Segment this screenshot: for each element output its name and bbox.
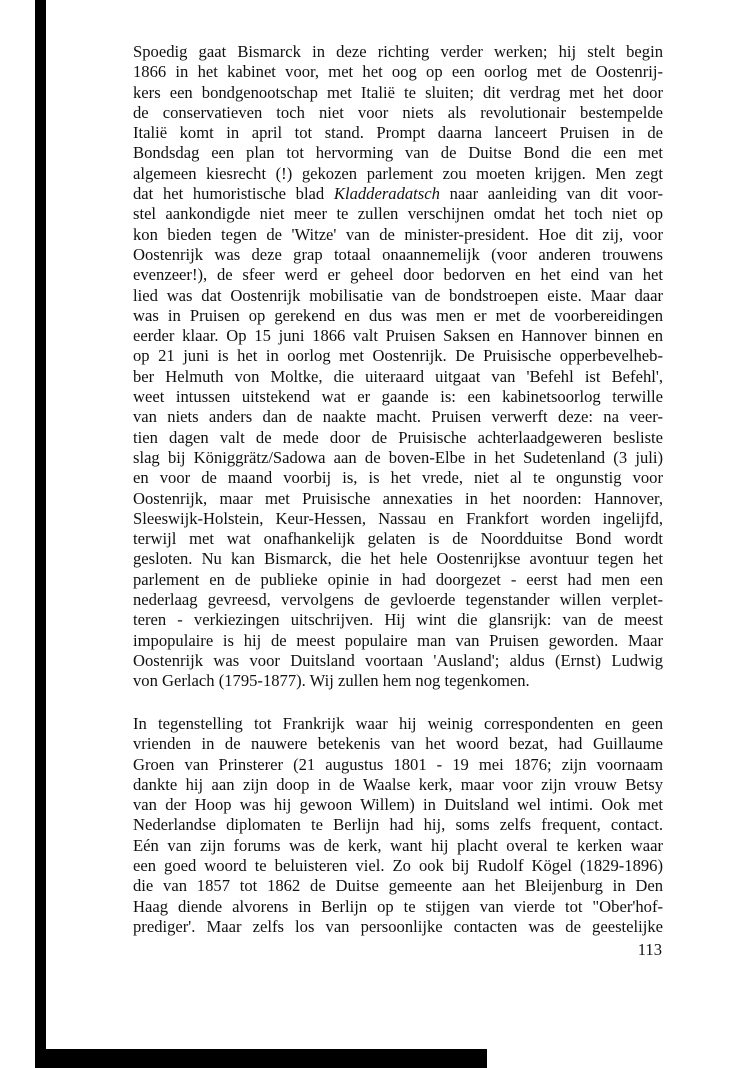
text-line: Spoedig gaat Bismarck in deze richting verder werken; hij stelt begin	[133, 42, 663, 61]
scan-border-bottom	[35, 1049, 487, 1068]
text-line: Nederlandse diplomaten te Berlijn had hij, soms zelfs frequent, contact.	[133, 815, 663, 835]
text-line: lied was dat Oostenrijk mobilisatie van de bondstroepen eiste. Maar daar	[133, 285, 663, 305]
page-number: 113	[637, 940, 662, 959]
text-line: weet intussen uitstekend wat er gaande is: een kabinetsoorlog terwille	[133, 387, 663, 407]
text-line: Bondsdag een plan tot hervorming van de Duitse Bond die een met	[133, 143, 663, 163]
paragraph-2	[133, 714, 663, 937]
text-line: eerder klaar. Op 15 juni 1866 valt Pruisen Saksen en Hannover binnen en	[133, 326, 663, 346]
text-line: op 21 juni is het in oorlog met Oostenrijk. De Pruisische opperbevelheb-	[133, 346, 663, 366]
magazine-title: Kladderadatsch	[333, 184, 440, 204]
scan-border-left	[35, 0, 46, 1068]
text-line: 1866 in het kabinet voor, met het oog op een oorlog met de Oostenrij-	[133, 62, 663, 82]
text-line: stel aankondigde niet meer te zullen verschijnen omdat het toch niet op	[133, 204, 663, 224]
text-line: vrienden in de nauwere betekenis van het woord bezat, had Guillaume	[133, 734, 663, 754]
text-line: die van 1857 tot 1862 de Duitse gemeente aan het Bleijenburg in Den	[133, 876, 663, 896]
text-line: was in Pruisen op gerekend en dus was men er met de voorbereidingen	[133, 305, 663, 325]
text-line: gesloten. Nu kan Bismarck, die het hele Oostenrijkse avontuur tegen het	[133, 549, 663, 569]
text-line: von Gerlach (1795-1877). Wij zullen hem nog tegenkomen.	[133, 671, 530, 691]
text-line: dat het humoristische blad Kladderadatsch naar aanleiding van dit voor-	[133, 184, 663, 204]
text-line: kon bieden tegen de 'Witze' van de minister-president. Hoe dit zij, voor	[133, 224, 663, 244]
text-line: Oostenrijk was voor Duitsland voortaan 'Ausland'; aldus (Ernst) Ludwig	[133, 650, 663, 670]
text-line: tien dagen valt de mede door de Pruisische achterlaadgeweren besliste	[133, 427, 663, 447]
text-line: Italië komt in april tot stand. Prompt daarna lanceert Pruisen in de	[133, 123, 663, 143]
text-line: dankte hij aan zijn doop in de Waalse kerk, maar voor zijn vrouw Betsy	[133, 774, 663, 794]
text-line: algemeen kiesrecht (!) gekozen parlement zou moeten krijgen. Men zegt	[133, 163, 663, 183]
text-line: Sleeswijk-Holstein, Keur-Hessen, Nassau en Frankfort worden ingelijfd,	[133, 508, 663, 528]
text-line: slag bij Königgrätz/Sadowa aan de boven-Elbe in het Sudetenland (3 juli)	[133, 447, 663, 467]
text-line: impopulaire is hij de meest populaire man van Pruisen geworden. Maar	[133, 630, 663, 650]
text-line: van der Hoop was hij gewoon Willem) in Duitsland wel intimi. Ook met	[133, 795, 663, 815]
text-line: een goed woord te beluisteren viel. Zo ook bij Rudolf Kögel (1829-1896)	[133, 856, 663, 876]
text-line: van niets anders dan de naakte macht. Pruisen verwerft deze: na veer-	[133, 407, 663, 427]
text-line: terwijl met wat onafhankelijk gelaten is de Noordduitse Bond wordt	[133, 529, 663, 549]
text-line: en voor de maand voorbij is, is het vrede, niet al te ongunstig voor	[133, 468, 663, 488]
text-line: Groen van Prinsterer (21 augustus 1801 - 19 mei 1876; zijn voornaam	[133, 754, 663, 774]
text-line: ber Helmuth von Moltke, die uiteraard uitgaat van 'Befehl ist Befehl',	[133, 366, 663, 386]
text-line: prediger'. Maar zelfs los van persoonlijke contacten was de geestelijke	[133, 916, 663, 936]
text-line: nederlaag gevreesd, vervolgens de gevloerde tegenstander willen verplet-	[133, 590, 663, 610]
text-line: Eén van zijn forums was de kerk, want hij placht overal te kerken waar	[133, 835, 663, 855]
text-line: kers een bondgenootschap met Italië te sluiten; dit verdrag met het door	[133, 82, 663, 102]
paragraph-1	[133, 42, 663, 692]
text-line: In tegenstelling tot Frankrijk waar hij weinig correspondenten en geen	[133, 714, 663, 733]
text-line: parlement en de publieke opinie in had doorgezet - eerst had men een	[133, 569, 663, 589]
text-line: Oostenrijk was deze grap totaal onaannemelijk (voor anderen trouwens	[133, 244, 663, 264]
text-line: Oostenrijk, maar met Pruisische annexaties in het noorden: Hannover,	[133, 488, 663, 508]
text-line: Haag diende alvorens in Berlijn op te stijgen van vierde tot "Ober'hof-	[133, 896, 663, 916]
text-line: evenzeer!), de sfeer werd er geheel door bedorven en het eind van het	[133, 265, 663, 285]
text-line: de conservatieven toch niet voor niets als revolutionair bestempelde	[133, 102, 663, 122]
text-line: teren - verkiezingen uitschrijven. Hij wint die glansrijk: van de meest	[133, 610, 663, 630]
